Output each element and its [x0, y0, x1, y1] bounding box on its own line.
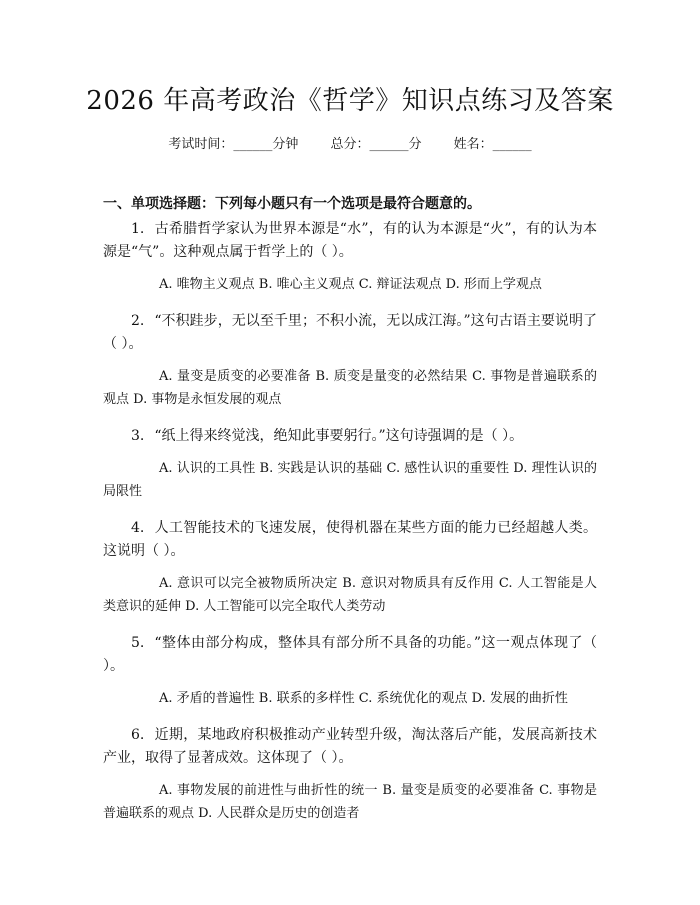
question-text: “纸上得来终觉浅，绝知此事要躬行。”这句诗强调的是（ ）。	[154, 428, 524, 444]
question-options: A. 矛盾的普遍性 B. 联系的多样性 C. 系统优化的观点 D. 发展的曲折性	[159, 691, 568, 706]
name-field: 姓名：______	[453, 137, 532, 152]
total-score-field: 总分：______分	[330, 137, 422, 152]
question-1	[103, 218, 597, 296]
question-stem	[103, 517, 597, 563]
question-options: A. 意识可以完全被物质所决定 B. 意识对物质具有反作用 C. 人工智能是人类意识的延伸 D. 人工智能可以完全取代人类劳动	[103, 576, 597, 614]
question-options: A. 认识的工具性 B. 实践是认识的基础 C. 感性认识的重要性 D. 理性认识的局限性	[103, 461, 597, 499]
question-number: 3.	[131, 428, 145, 444]
section-heading: 一、单项选择题：下列每小题只有一个选项是最符合题意的。	[103, 196, 481, 212]
document-title: 2026 年高考政治《哲学》知识点练习及答案	[86, 86, 614, 116]
question-number: 4.	[131, 520, 145, 536]
question-stem	[103, 724, 597, 770]
question-number: 5.	[131, 635, 145, 651]
question-options: A. 事物发展的前进性与曲折性的统一 B. 量变是质变的必要准备 C. 事物是普遍联系的观点 D. 人民群众是历史的创造者	[103, 783, 597, 821]
question-number: 1.	[131, 221, 145, 237]
exam-info	[0, 133, 700, 152]
question-stem	[103, 310, 597, 356]
question-stem	[103, 632, 597, 678]
question-4	[103, 517, 597, 618]
question-number: 2.	[131, 313, 145, 329]
question-text: “不积跬步，无以至千里；不积小流，无以成江海。”这句古语主要说明了（ ）。	[103, 313, 597, 352]
question-text: 人工智能技术的飞速发展，使得机器在某些方面的能力已经超越人类。这说明（ ）。	[103, 520, 597, 559]
question-stem	[103, 425, 597, 448]
question-text: 古希腊哲学家认为世界本源是“水”，有的认为本源是“火”，有的认为本源是“气”。这种观点属于哲学上的（ ）。	[103, 221, 597, 260]
question-list	[103, 218, 597, 839]
question-text: 近期，某地政府积极推动产业转型升级，淘汰落后产能，发展高新技术产业，取得了显著成效。这体现了（ ）。	[103, 727, 597, 766]
exam-time-field: 考试时间：______分钟	[168, 137, 299, 152]
question-options: A. 量变是质变的必要准备 B. 质变是量变的必然结果 C. 事物是普遍联系的观点 D. 事物是永恒发展的观点	[103, 369, 597, 407]
question-number: 6.	[131, 727, 145, 743]
question-3	[103, 425, 597, 503]
question-stem	[103, 218, 597, 264]
question-2	[103, 310, 597, 411]
question-options: A. 唯物主义观点 B. 唯心主义观点 C. 辩证法观点 D. 形而上学观点	[159, 277, 542, 292]
question-6	[103, 724, 597, 825]
question-5	[103, 632, 597, 710]
question-text: “整体由部分构成，整体具有部分所不具备的功能。”这一观点体现了（ ）。	[103, 635, 597, 674]
